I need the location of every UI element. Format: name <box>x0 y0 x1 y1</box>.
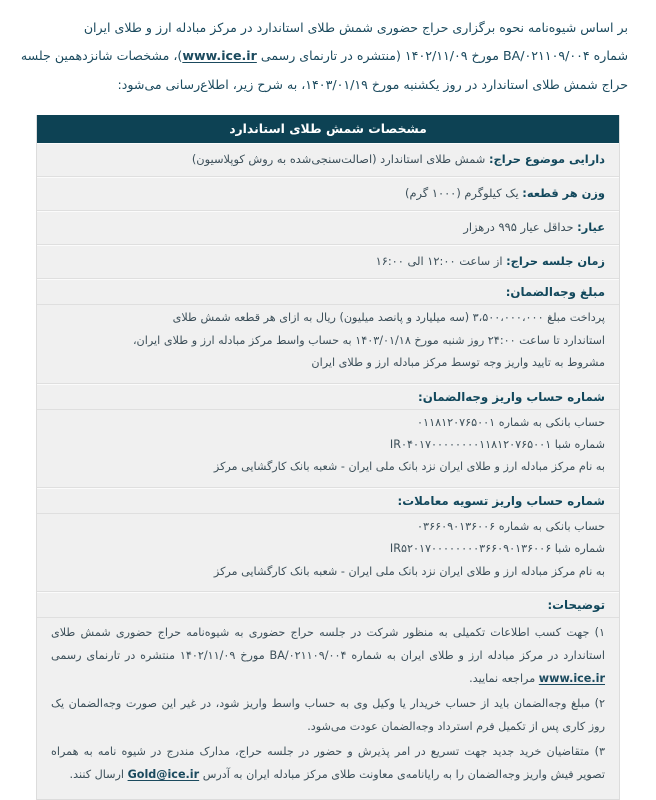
table-row <box>37 177 619 211</box>
row-label: وزن هر قطعه: <box>522 186 605 201</box>
note-text: مراجعه نمایید. <box>469 671 536 685</box>
row-value: شمش طلای استاندارد (اصالت‌سنجی‌شده به روش کوپلاسیون) <box>191 151 486 166</box>
note-marker: ۳) <box>594 744 605 758</box>
gold-email-link[interactable]: Gold@ice.ir <box>127 767 200 781</box>
deposit-amount-line-2: استاندارد تا ساعت ۲۴:۰۰ روز شنبه مورخ ۱۴۰۳/۰۱/۱۸ به حساب واسط مرکز مبادله ارز و طلای ایران، <box>132 333 605 347</box>
note-text: یک روز کاری پس از تکمیل فرم استرداد وجه‌الضمان عودت می‌شود. <box>51 696 605 733</box>
note-text: تصویر فیش واریز وجه‌الضمان را به رایانامه‌ی معاونت طلای مرکز مبادله ایران به آدرس <box>202 767 605 781</box>
settlement-account-heading: شماره حساب واریز تسویه معاملات: <box>37 488 619 514</box>
deposit-account-heading: شماره حساب واریز وجه‌الضمان: <box>37 384 619 410</box>
table-row <box>37 143 619 177</box>
deposit-amount-body <box>37 305 619 383</box>
table-row <box>37 245 619 279</box>
notes-body <box>37 618 619 799</box>
deposit-amount-heading: مبلغ وجه‌الضمان: <box>37 279 619 305</box>
deposit-account-number: حساب بانکی به شماره ۰۱۱۸۱۲۰۷۶۵۰۰۱ <box>417 415 605 429</box>
row-label: دارایی موضوع حراج: <box>488 151 605 166</box>
row-value: حداقل عیار ۹۹۵ درهزار <box>463 220 574 235</box>
table-title-bar: مشخصات شمش طلای استاندارد <box>37 115 619 143</box>
note-text: ارسال کنند. <box>69 767 125 781</box>
note-item <box>51 622 605 691</box>
ice-website-link-note[interactable]: www.ice.ir <box>538 671 605 685</box>
row-value: یک کیلوگرم (۱۰۰۰ گرم) <box>405 186 519 201</box>
gold-bullion-spec-table <box>36 115 620 800</box>
intro-line-2-text-a: شماره BA/۰۲۱۱۰۹/۰۰۴ مورخ ۱۴۰۲/۱۱/۰۹ (منتشره در تارنمای رسمی <box>260 48 628 64</box>
intro-line-2 <box>20 42 628 70</box>
row-label: عیار: <box>577 220 605 235</box>
deposit-amount-line-3: مشروط به تایید واریز وجه توسط مرکز مبادله ارز و طلای ایران <box>311 356 605 370</box>
deposit-amount-line-1: پرداخت مبلغ ۳،۵۰۰،۰۰۰،۰۰۰ (سه میلیارد و پانصد میلیون) ریال به ازای هر قطعه شمش طلای <box>172 311 605 325</box>
intro-line-1-text: بر اساس شیوه‌نامه نحوه برگزاری حراج حضوری شمش طلای استاندارد در مرکز مبادله ارز و طلای ایران <box>83 20 628 35</box>
note-marker: ۲) <box>594 696 606 710</box>
note-item <box>51 741 605 787</box>
note-text: استاندارد در مرکز مبادله ارز و طلای ایران به شماره BA/۰۲۱۱۰۹/۰۰۴ مورخ ۱۴۰۲/۱۱/۰۹ منتشره در تارنمای رسمی <box>51 648 605 662</box>
settlement-account-owner: به نام مرکز مبادله ارز و طلای ایران نزد بانک ملی ایران - شعبه بانک کارگشایی مرکز <box>213 564 605 578</box>
intro-line-1 <box>28 14 628 42</box>
deposit-account-iban: شماره شبا IR۰۴۰۱۷۰۰۰۰۰۰۰۰۱۱۸۱۲۰۷۶۵۰۰۱ <box>389 437 605 451</box>
note-marker: ۱) <box>594 626 605 640</box>
intro-line-3 <box>28 71 628 99</box>
intro-line-2-text-b: )، مشخصات شانزدهمین جلسه <box>20 48 183 64</box>
deposit-account-body <box>37 410 619 488</box>
notes-heading: توضیحات: <box>37 592 619 618</box>
intro-line-2-wrap <box>21 42 628 70</box>
row-label: زمان جلسه حراج: <box>506 254 605 269</box>
intro-line-3-text: حراج شمش طلای استاندارد در روز یکشنبه مورخ ۱۴۰۳/۰۱/۱۹، به شرح زیر، اطلاع‌رسانی می‌شود: <box>117 76 628 92</box>
row-value: از ساعت ۱۲:۰۰ الی ۱۶:۰۰ <box>375 254 503 269</box>
table-row <box>37 211 619 245</box>
settlement-account-body <box>37 514 619 592</box>
settlement-account-number: حساب بانکی به شماره ۰۳۶۶۰۹۰۱۳۶۰۰۶ <box>417 519 605 533</box>
settlement-account-iban: شماره شبا IR۵۲۰۱۷۰۰۰۰۰۰۰۰۳۶۶۰۹۰۱۳۶۰۰۶ <box>389 542 605 556</box>
intro-paragraph <box>0 0 656 99</box>
note-text: جهت کسب اطلاعات تکمیلی به منظور شرکت در جلسه حراج حضوری به شیوه‌نامه حراج حضوری شمش طلای <box>51 626 590 640</box>
note-text: متقاضیان خرید جدید جهت تسریع در امر پذیرش و حضور در جلسه حراج، مدارک مندرج در شیوه نامه به همراه <box>51 744 590 758</box>
note-item <box>51 693 605 739</box>
note-text: مبلغ وجه‌الضمان باید از حساب خریدار یا وکیل وی به حساب واسط واریز شود، در غیر این صورت وجه‌الضمان <box>68 696 591 710</box>
deposit-account-owner: به نام مرکز مبادله ارز و طلای ایران نزد بانک ملی ایران - شعبه بانک کارگشایی مرکز <box>213 460 605 474</box>
ice-website-link[interactable]: www.ice.ir <box>182 48 257 64</box>
